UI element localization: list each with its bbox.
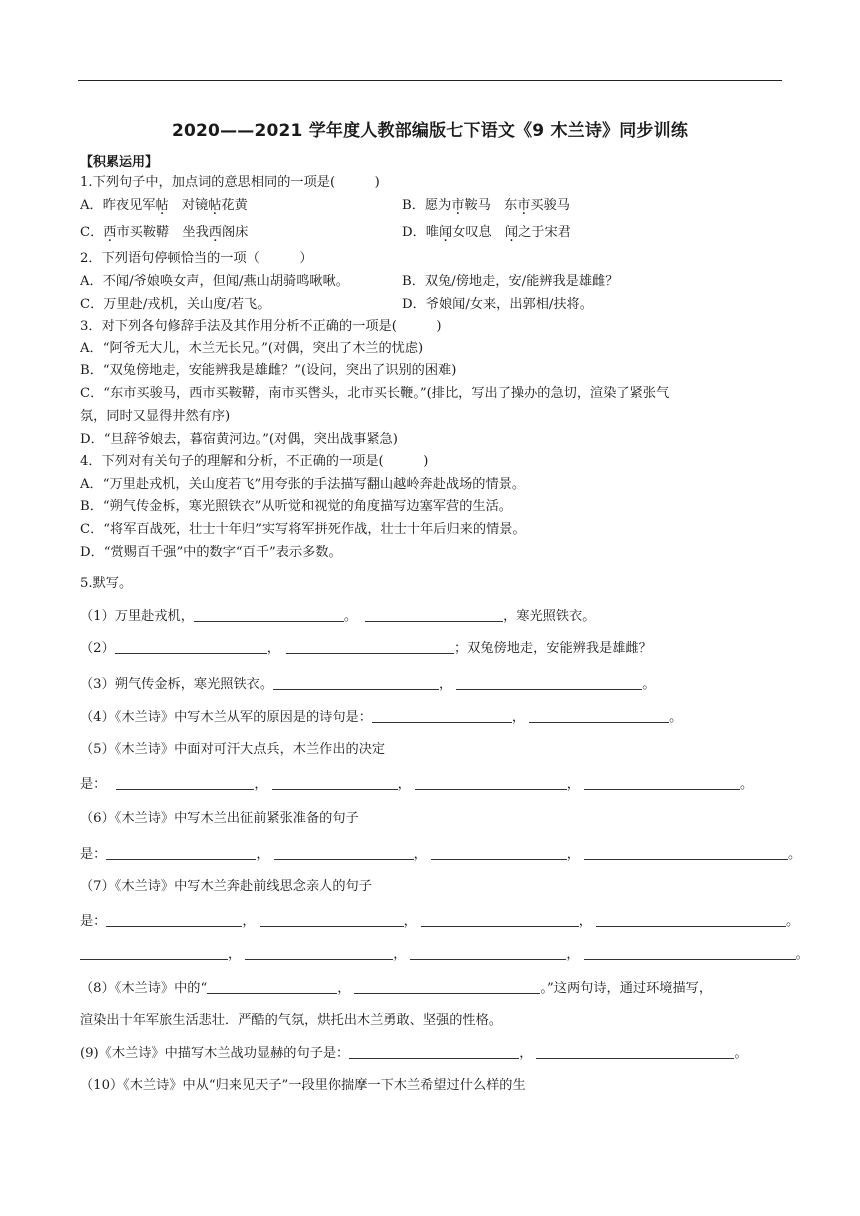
- q2-option-a: A．不闻/爷娘唤女声，但闻/燕山胡骑鸣啾啾。: [80, 274, 349, 289]
- q1-stem: 1.下列句子中，加点词的意思相同的一项是( ): [80, 175, 380, 190]
- answer-blank[interactable]: [415, 775, 567, 790]
- q3-stem: 3．对下列各句修辞手法及其作用分析不正确的一项是( ): [80, 319, 442, 334]
- answer-blank[interactable]: [456, 675, 642, 690]
- q3-option-c-line2: 氛，同时又显得井然有序): [80, 409, 231, 424]
- answer-blank[interactable]: [529, 708, 669, 723]
- q5-item-7-stem: （7）《木兰诗》中写木兰奔赴前线思念亲人的句子: [80, 879, 372, 894]
- q4-option-b: B．“朔气传金柝，寒光照铁衣”从听觉和视觉的角度描写边塞军营的生活。: [80, 499, 512, 514]
- answer-blank[interactable]: [80, 945, 228, 960]
- answer-blank[interactable]: [421, 912, 579, 927]
- answer-blank[interactable]: [286, 639, 454, 654]
- q5-item-2: （2） ， ；双兔傍地走，安能辨我是雄雌？: [80, 641, 652, 656]
- q5-item-1: （1）万里赴戎机， 。 ，寒光照铁衣。: [80, 609, 596, 624]
- answer-blank[interactable]: [584, 845, 788, 860]
- answer-blank[interactable]: [207, 979, 337, 994]
- q5-item-10: （10）《木兰诗》中从“归来见天子”一段里你揣摩一下木兰希望过什么样的生: [80, 1078, 526, 1093]
- answer-blank[interactable]: [106, 912, 242, 927]
- answer-blank[interactable]: [272, 775, 398, 790]
- answer-blank[interactable]: [260, 912, 404, 927]
- answer-blank[interactable]: [584, 945, 796, 960]
- q2-option-b: B．双兔/傍地走，安/能辨我是雄雌？: [402, 274, 619, 289]
- q4-stem: 4．下列对有关句子的理解和分析，不正确的一项是( ): [80, 454, 429, 469]
- q4-option-a: A．“万里赴戎机，关山度若飞”用夸张的手法描写翻山越岭奔赴战场的情景。: [80, 477, 526, 492]
- q5-item-6-stem: （6）《木兰诗》中写木兰出征前紧张准备的句子: [80, 811, 359, 826]
- q5-item-3: （3）朔气传金柝，寒光照铁衣。 ， 。: [80, 677, 656, 692]
- q2-option-d: D．爷娘闻/女来，出郭相/扶将。: [402, 297, 593, 312]
- header-rule: [78, 80, 782, 81]
- answer-blank[interactable]: [365, 607, 503, 622]
- answer-blank[interactable]: [410, 945, 566, 960]
- q5-item-8-line2: 渲染出十年军旅生活悲壮．严酷的气氛，烘托出木兰勇敢、坚强的性格。: [80, 1013, 502, 1028]
- q5-item-7-answer-line1: 是： ， ， ， 。: [80, 914, 800, 929]
- answer-blank[interactable]: [596, 912, 786, 927]
- q5-item-4: （4）《木兰诗》中写木兰从军的原因是的诗句是： ， 。: [80, 710, 683, 725]
- answer-blank[interactable]: [116, 775, 254, 790]
- answer-blank[interactable]: [245, 945, 393, 960]
- q5-item-6-answer: 是： ， ， ， 。: [80, 847, 802, 862]
- q2-option-c: C．万里赴/戎机，关山度/若飞。: [80, 297, 271, 312]
- q3-option-b: B．“双兔傍地走，安能辨我是雄雌？”(设问，突出了识别的困难): [80, 363, 457, 378]
- answer-blank[interactable]: [431, 845, 567, 860]
- answer-blank[interactable]: [372, 708, 512, 723]
- answer-blank[interactable]: [106, 845, 256, 860]
- q5-item-5-stem: （5）《木兰诗》中面对可汗大点兵，木兰作出的决定: [80, 742, 386, 757]
- q3-option-c-line1: C．“东市买骏马，西市买鞍鞯，南市买辔头，北市买长鞭。”(排比，写出了操办的急切，渲染了紧张气: [80, 386, 670, 401]
- answer-blank[interactable]: [536, 1044, 734, 1059]
- section-heading: 【积累运用】: [80, 155, 159, 170]
- q2-stem: 2．下列语句停顿恰当的一项（ ）: [80, 251, 313, 266]
- q3-option-a: A．“阿爷无大儿，木兰无长兄。”(对偶，突出了木兰的忧虑): [80, 341, 424, 356]
- q1-option-d: D．唯闻女叹息 闻之于宋君: [402, 225, 571, 240]
- answer-blank[interactable]: [274, 845, 414, 860]
- answer-blank[interactable]: [354, 979, 540, 994]
- answer-blank[interactable]: [273, 675, 439, 690]
- q3-option-d: D．“旦辞爷娘去，暮宿黄河边。”(对偶，突出战事紧急): [80, 432, 398, 447]
- q4-option-d: D．“赏赐百千强”中的数字“百千”表示多数。: [80, 545, 342, 560]
- q1-option-b: B．愿为市鞍马 东市买骏马: [402, 198, 570, 213]
- q5-item-7-answer-line2: ， ， ， 。: [80, 945, 809, 964]
- document-title: 2020——2021 学年度人教部编版七下语文《9 木兰诗》同步训练: [171, 121, 689, 141]
- answer-blank[interactable]: [194, 607, 344, 622]
- answer-blank[interactable]: [584, 775, 740, 790]
- q5-item-5-answer: 是： ， ， ， 。: [80, 777, 754, 792]
- q5-item-9: (9)《木兰诗》中描写木兰战功显赫的句子是： ， 。: [80, 1046, 748, 1061]
- q1-option-a: A．昨夜见军帖 对镜帖花黄: [80, 198, 248, 213]
- q5-stem: 5.默写。: [80, 576, 133, 591]
- q5-item-8: （8）《木兰诗》中的“ ， 。”这两句诗，通过环境描写，: [80, 981, 713, 996]
- answer-blank[interactable]: [115, 639, 267, 654]
- q1-option-c: C．西市买鞍鞯 坐我西阁床: [80, 225, 249, 240]
- answer-blank[interactable]: [349, 1044, 519, 1059]
- q4-option-c: C．“将军百战死，壮士十年归”实写将军拼死作战，壮士十年后归来的情景。: [80, 522, 526, 537]
